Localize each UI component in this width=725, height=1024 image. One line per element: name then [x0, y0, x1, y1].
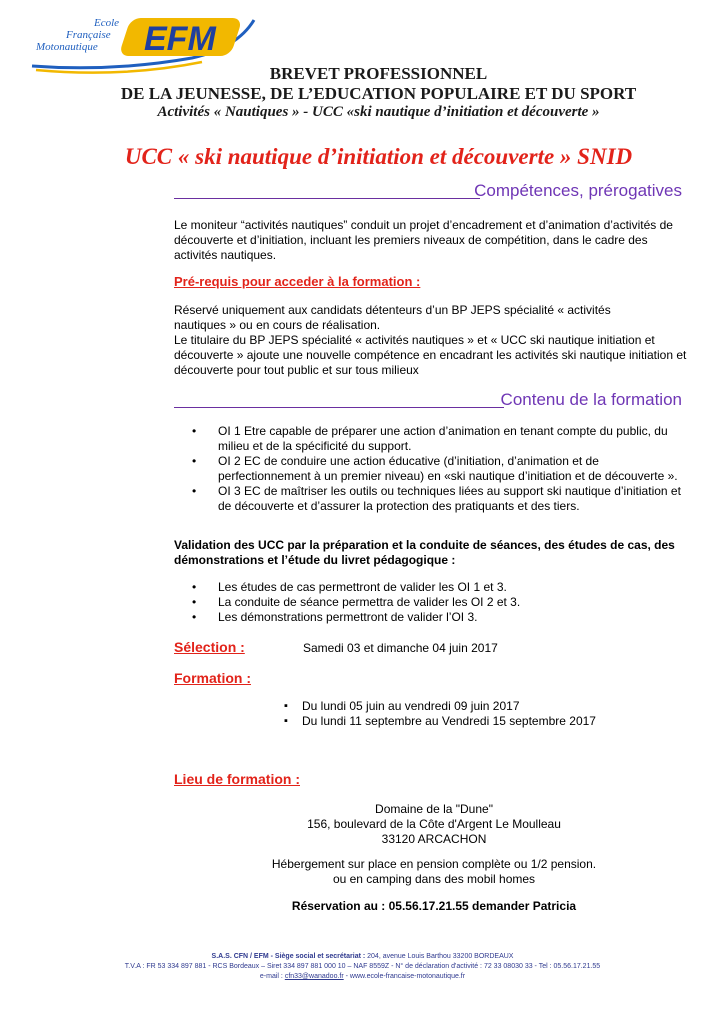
contenu-list	[174, 424, 694, 514]
hebergement-1: Hébergement sur place en pension complète ou 1/2 pension.	[271, 857, 597, 871]
footer-company: S.A.S. CFN / EFM - Siège social et secrétariat :	[211, 953, 366, 960]
header-line3: Activités « Nautiques » - UCC «ski nautique d’initiation et découverte »	[157, 104, 600, 120]
formation-label: Formation :	[174, 670, 251, 686]
list-item: ▪ Du lundi 05 juin au vendredi 09 juin 2017	[272, 699, 692, 714]
list-item: • Les études de cas permettront de valider les OI 1 et 3.	[174, 580, 694, 595]
lieu-label: Lieu de formation :	[174, 771, 300, 787]
prerequis-p2: Le titulaire du BP JEPS spécialité « activités nautiques » et « UCC ski nautique initiation et découverte » ajoute une nouvelle compétence en encadrant les activités ski nautique initiation et découverte pour tout public et sur tous milieux	[174, 333, 687, 377]
list-item: • OI 3 EC de maîtriser les outils ou techniques liées au support ski nautique d’initiation et de découverte et d’assurer la protection des pratiquants et des tiers.	[174, 484, 694, 514]
logo-line1: Ecole	[94, 17, 120, 29]
list-item: ▪ Du lundi 11 septembre au Vendredi 15 septembre 2017	[272, 714, 692, 729]
logo-mark: EFM	[144, 20, 216, 58]
logo-line2: Française	[66, 29, 111, 41]
lieu-address-3: 33120 ARCACHON	[381, 832, 487, 846]
footer-address: 204, avenue Louis Barthou 33200 BORDEAUX	[365, 953, 514, 960]
footer-separator: -	[343, 973, 350, 980]
footer-line1	[0, 952, 725, 962]
logo-line3: Motonautique	[36, 41, 98, 53]
reservation: Réservation au : 05.56.17.21.55 demander Patricia	[291, 899, 577, 913]
website-link[interactable]: www.ecole-francaise-motonautique.fr	[349, 973, 466, 980]
selection-label: Sélection :	[174, 639, 245, 655]
lieu-address-1: Domaine de la "Dune"	[375, 802, 493, 816]
contenu-heading: Contenu de la formation	[500, 390, 682, 409]
competences-text: Le moniteur “activités nautiques” conduit un projet d’encadrement et d’animation d’activités de découverte et d’initiation, incluant les premiers niveaux de compétition, dans le cadre des activités nautiques.	[174, 218, 673, 262]
formation-list	[272, 699, 692, 729]
footer-line2: T.V.A : FR 53 334 897 881 - RCS Bordeaux – Siret 334 897 881 000 10 – NAF 8559Z - N° de déclaration d'activité : 72 33 08030 33 - Tel : 05.56.17.21.55	[124, 963, 601, 970]
header-line1: BREVET PROFESSIONNEL	[269, 64, 488, 83]
header-line2: DE LA JEUNESSE, DE L’EDUCATION POPULAIRE ET DU SPORT	[120, 84, 637, 103]
page-title: UCC « ski nautique d’initiation et découverte » SNID	[124, 144, 633, 169]
validation-heading: Validation des UCC par la préparation et la conduite de séances, des études de cas, des démonstrations et l’étude du livret pédagogique :	[174, 538, 675, 567]
list-item: • La conduite de séance permettra de valider les OI 2 et 3.	[174, 595, 694, 610]
footer-line3	[0, 972, 725, 982]
prerequis-heading: Pré-requis pour acceder à la formation :	[174, 274, 421, 289]
prerequis-p1: Réservé uniquement aux candidats détenteurs d’un BP JEPS spécialité « activités nautiques » ou en cours de réalisation.	[174, 303, 611, 332]
email-link[interactable]: cfn33@wanadoo.fr	[284, 973, 344, 980]
selection-value: Samedi 03 et dimanche 04 juin 2017	[303, 641, 498, 655]
validation-list	[174, 580, 694, 625]
list-item: • OI 2 EC de conduire une action éducative (d’initiation, d’animation et de perfectionnement à un premier niveau) en «ski nautique d’initiation et de découverte ».	[174, 454, 694, 484]
footer-email-prefix: e-mail :	[259, 973, 285, 980]
lieu-address-2: 156, boulevard de la Côte d'Argent Le Moulleau	[307, 817, 561, 831]
list-item: • OI 1 Etre capable de préparer une action d’animation en tenant compte du public, du milieu et de la spécificité du support.	[174, 424, 694, 454]
list-item: • Les démonstrations permettront de valider l’OI 3.	[174, 610, 694, 625]
competences-heading: Compétences, prérogatives	[474, 181, 682, 200]
hebergement-2: ou en camping dans des mobil homes	[332, 872, 536, 886]
